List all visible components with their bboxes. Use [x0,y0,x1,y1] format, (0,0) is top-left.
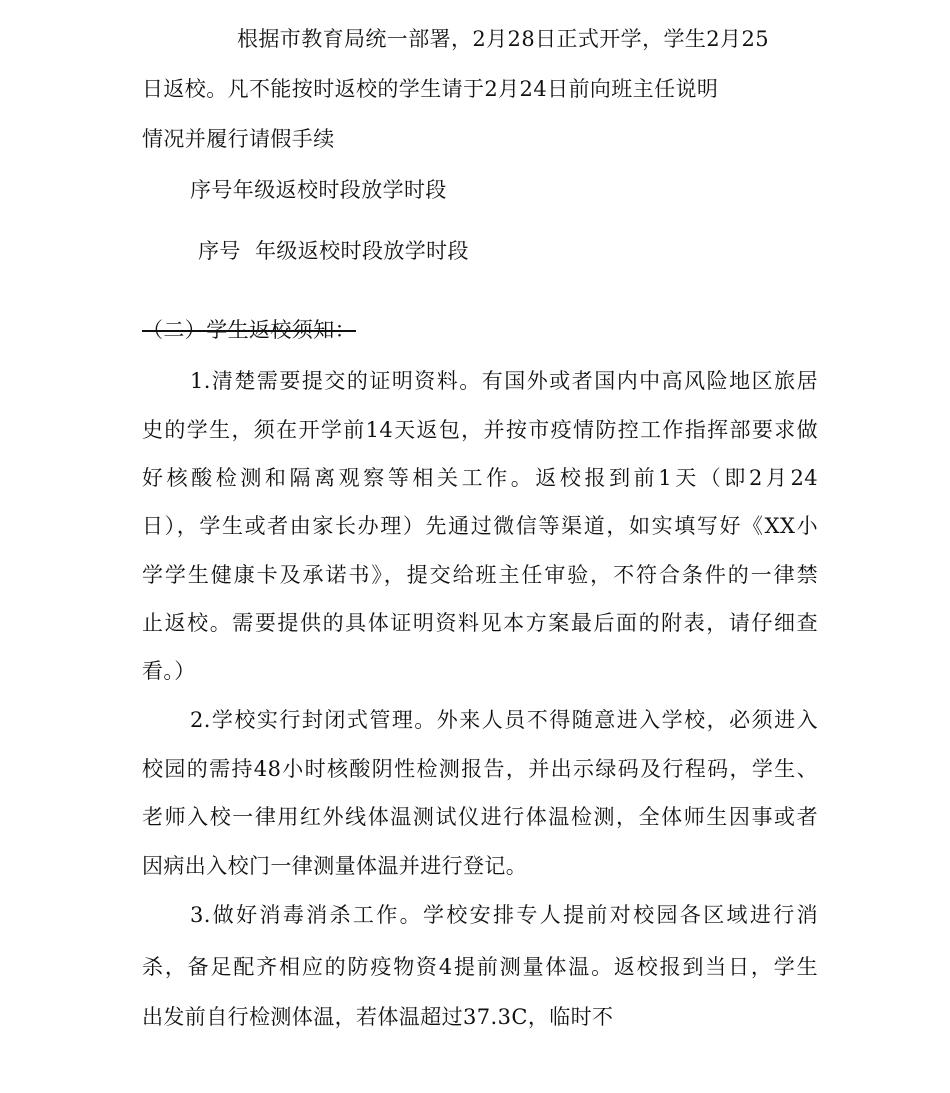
item2-line-1: 2.学校实行封闭式管理。外来人员不得随意进入学校，必须进入 [190,708,818,732]
intro-line-2: 日返校。凡不能按时返校的学生请于2月24日前向班主任说明 [142,77,719,101]
table-header-line-1: 序号年级返校时段放学时段 [190,178,447,202]
section-heading: （二）学生返校须知： [142,318,356,342]
item2-line-2: 校园的需持48小时核酸阴性检测报告，并出示绿码及行程码，学生、 [142,757,818,781]
intro-line-3: 情况并履行请假手续 [142,127,335,151]
item1-line-5: 学学生健康卡及承诺书》，提交给班主任审验，不符合条件的一律禁 [142,563,818,587]
item1-line-4: 日），学生或者由家长办理）先通过微信等渠道，如实填写好《XX小 [142,514,818,538]
intro-line-1: 根据市教育局统一部署，2月28日正式开学，学生2月25 [237,27,769,51]
item2-line-4: 因病出入校门一律测量体温并进行登记。 [142,854,528,878]
table-header-line-2: 序号 年级返校时段放学时段 [198,239,469,263]
item1-line-7: 看。） [142,659,196,683]
item1-line-1: 1.清楚需要提交的证明资料。有国外或者国内中高风险地区旅居 [190,369,818,393]
item3-line-1: 3.做好消毒消杀工作。学校安排专人提前对校园各区域进行消 [190,903,818,927]
item3-line-2: 杀，备足配齐相应的防疫物资4提前测量体温。返校报到当日，学生 [142,955,818,979]
item1-line-2: 史的学生，须在开学前14天返包，并按市疫情防控工作指挥部要求做 [142,418,818,442]
item2-line-3: 老师入校一律用红外线体温测试仪进行体温检测，全体师生因事或者 [142,805,818,829]
item1-line-6: 止返校。需要提供的具体证明资料见本方案最后面的附表，请仔细查 [142,611,818,635]
item3-line-3: 出发前自行检测体温，若体温超过37.3C，临时不 [142,1005,614,1029]
item1-line-3: 好核酸检测和隔离观察等相关工作。返校报到前1天（即2月24 [142,466,818,490]
